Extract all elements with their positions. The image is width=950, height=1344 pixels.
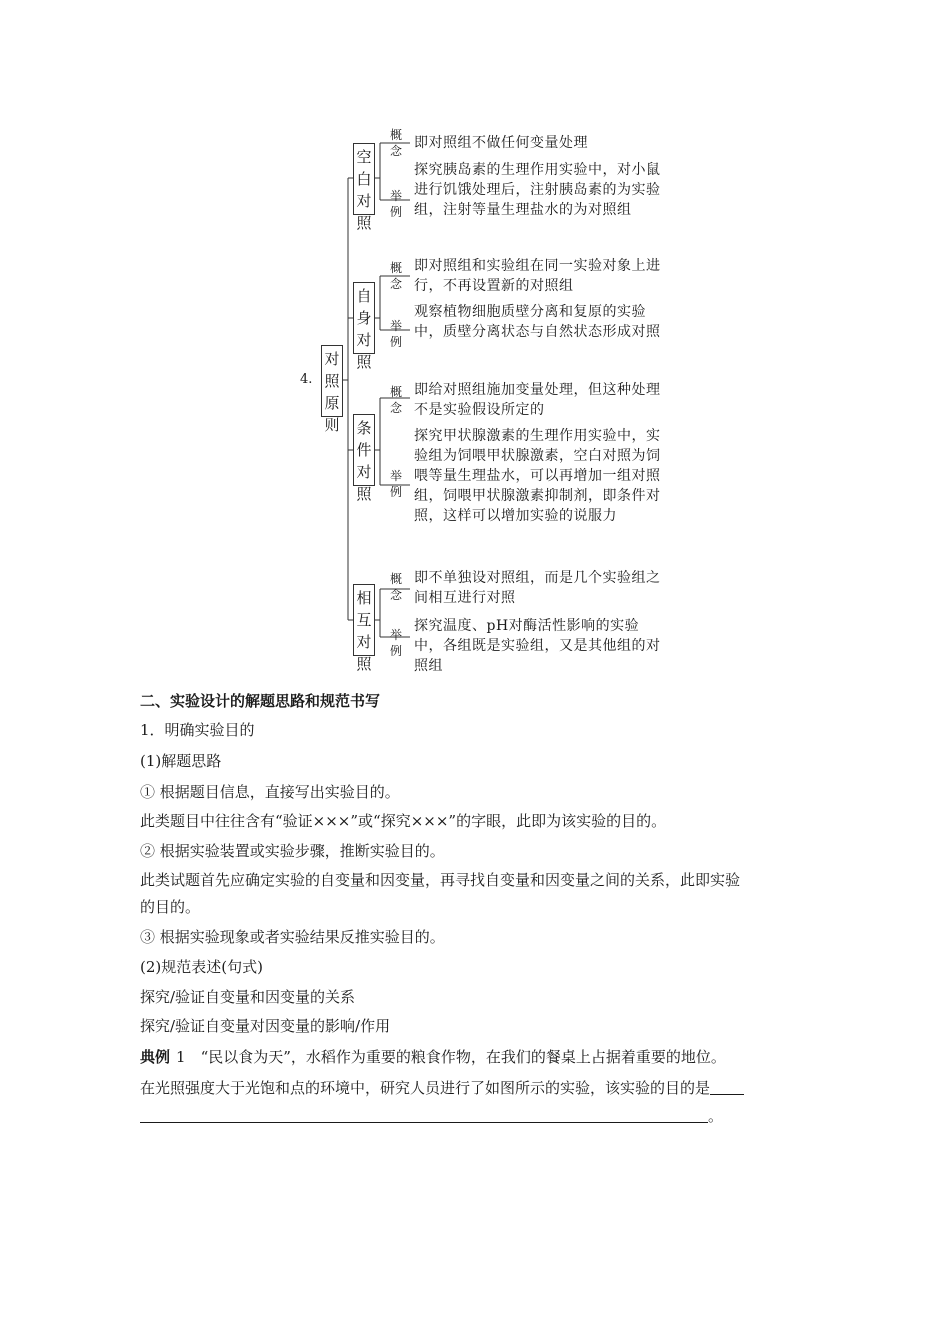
concept-text: 即给对照组施加变量处理，但这种处理不是实验假设所定的 [414,382,661,418]
branch-label-mutual-control: 相互对照 [353,584,375,656]
concept-tag: 概念 [389,572,402,602]
example-label: 典例 [140,1048,171,1066]
root-label: 对照原则 [321,345,343,417]
concept-tag: 概念 [389,128,402,158]
paragraph: 探究/验证自变量对因变量的影响/作用 [140,1017,391,1035]
example-tag: 举例 [389,469,402,499]
example-text: 在光照强度大于光饱和点的环境中，研究人员进行了如图所示的实验，该实验的目的是 [140,1079,711,1097]
example-text: 探究温度、pH对酶活性影响的实验中，各组既是实验组，又是其他组的对照组 [414,618,661,674]
example-end: 。 [708,1107,724,1125]
paragraph: ① 根据题目信息，直接写出实验目的。 [140,783,400,801]
example-question-line2 [140,1077,744,1099]
paragraph: 此类题目中往往含有“验证×××”或“探究×××”的字眼，此即为该实验的目的。 [140,812,667,830]
subheading: (1)解题思路 [140,752,222,770]
branch-label-self-control: 自身对照 [353,282,375,354]
branch-label-condition-control: 条件对照 [353,414,375,486]
item-number: 4. [300,372,313,387]
subheading: 1．明确实验目的 [140,721,255,739]
paragraph: ② 根据实验装置或实验步骤，推断实验目的。 [140,842,445,860]
example-text: 观察植物细胞质壁分离和复原的实验中，质壁分离状态与自然状态形成对照 [414,304,661,340]
concept-tag: 概念 [389,261,402,291]
concept-tag: 概念 [389,385,402,415]
example-text: “民以食为天”，水稻作为重要的粮食作物，在我们的餐桌上占据着重要的地位。 [185,1048,726,1066]
branch-label-blank-control: 空白对照 [353,143,375,215]
example-text: 探究甲状腺激素的生理作用实验中，实验组为饲喂甲状腺激素，空白对照为饲喂等量生理盐水，可以再增加一组对照组，饲喂甲状腺激素抑制剂，即条件对照，这样可以增加实验的说服力 [414,428,661,524]
example-number: 1 [176,1048,186,1066]
section-heading: 二、实验设计的解题思路和规范书写 [140,692,381,710]
concept-text: 即对照组不做任何变量处理 [414,135,588,151]
example-tag: 举例 [389,189,402,219]
example-text: 探究胰岛素的生理作用实验中，对小鼠进行饥饿处理后，注射胰岛素的为实验组，注射等量生理盐水的为对照组 [414,162,661,218]
concept-text: 即不单独设对照组，而是几个实验组之间相互进行对照 [414,570,661,606]
paragraph: ③ 根据实验现象或者实验结果反推实验目的。 [140,928,445,946]
paragraph: 此类试题首先应确定实验的自变量和因变量，再寻找自变量和因变量之间的关系，此即实验 [140,871,741,889]
subheading: (2)规范表述(句式) [140,958,263,976]
answer-blank[interactable] [710,1078,744,1095]
concept-text: 即对照组和实验组在同一实验对象上进行，不再设置新的对照组 [414,258,661,294]
paragraph: 的目的。 [140,898,201,916]
answer-blank[interactable] [140,1106,708,1123]
example-question [140,1046,726,1068]
example-question-line3 [140,1105,723,1127]
paragraph: 探究/验证自变量和因变量的关系 [140,988,356,1006]
example-tag: 举例 [389,319,402,349]
example-tag: 举例 [389,628,402,658]
